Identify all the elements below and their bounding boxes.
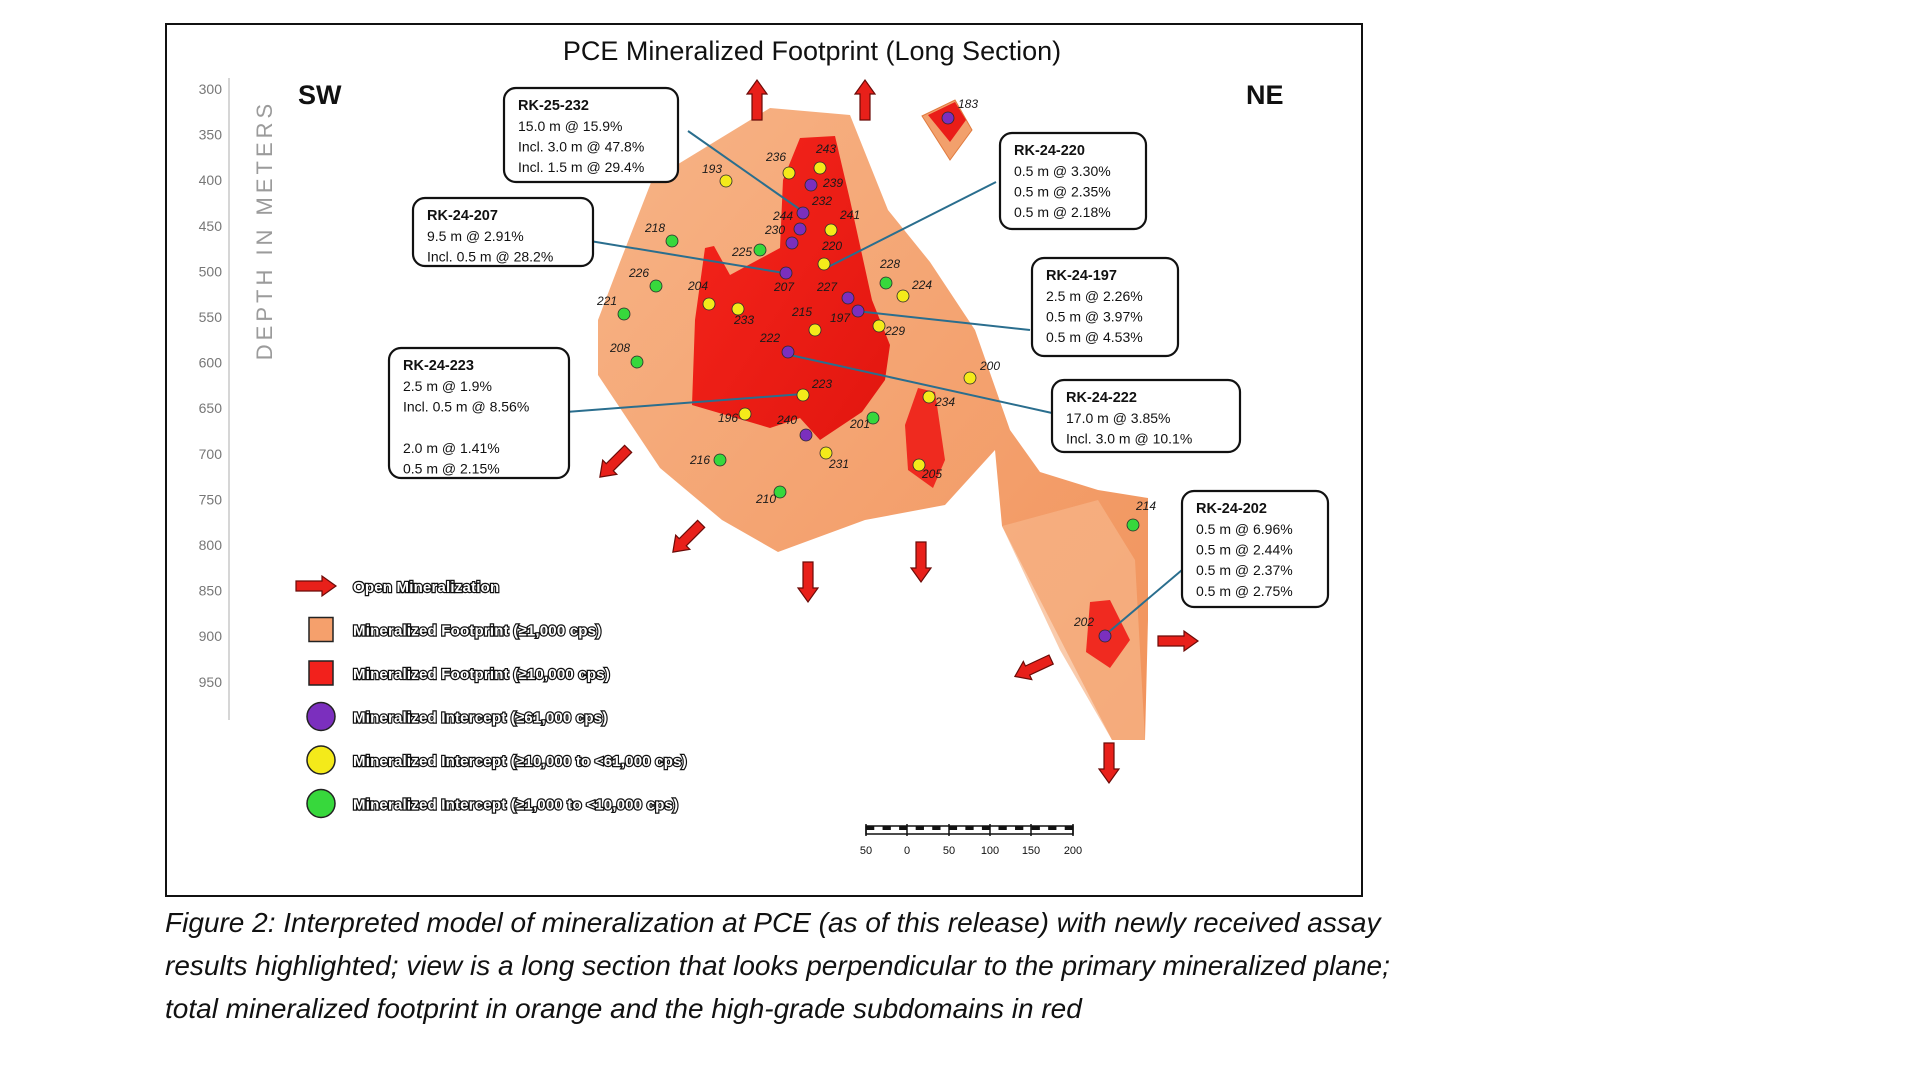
callout-line: 0.5 m @ 2.75% [1196, 582, 1293, 599]
drillhole-marker [852, 305, 864, 317]
drillhole-marker [780, 267, 792, 279]
drillhole-label: 232 [812, 194, 833, 208]
drillhole-label: 236 [766, 150, 787, 164]
callout-rk-24-220 [1000, 133, 1146, 229]
drillhole-label: 183 [958, 97, 979, 111]
drillhole-marker [942, 112, 954, 124]
direction-sw: SW [298, 80, 342, 110]
callout-line: 15.0 m @ 15.9% [518, 118, 623, 134]
scale-bar-segment [965, 826, 973, 830]
intercept-swatch-icon [307, 746, 335, 774]
callout-line: 17.0 m @ 3.85% [1066, 410, 1171, 426]
drillhole-label: 214 [1136, 499, 1157, 513]
depth-tick-label: 750 [198, 491, 222, 508]
depth-tick-label: 900 [198, 628, 222, 645]
callout-line: 0.5 m @ 4.53% [1046, 329, 1143, 346]
scale-bar-label: 50 [859, 845, 873, 857]
depth-tick-label: 650 [198, 400, 222, 417]
drillhole-label: 241 [840, 208, 861, 222]
drillhole-label: 208 [610, 341, 631, 355]
callout-title: RK-24-222 [1066, 390, 1137, 406]
drillhole-label: 215 [792, 305, 813, 319]
scale-bar-segment [1015, 826, 1023, 830]
drillhole-marker [873, 320, 885, 332]
drillhole-marker [880, 277, 892, 289]
drillhole-marker [650, 280, 662, 292]
drillhole-label: 210 [756, 492, 777, 506]
legend-label: Mineralized Footprint (≥1,000 cps) [353, 622, 602, 640]
scale-bar-segment [866, 826, 874, 830]
drillhole-marker [754, 244, 766, 256]
callout-rk-24-202 [1182, 491, 1328, 607]
depth-tick-label: 700 [198, 445, 222, 462]
drillhole-label: 224 [912, 278, 933, 292]
drillhole-label: 204 [688, 279, 709, 293]
drillhole-marker [786, 237, 798, 249]
scale-bar-segment [916, 826, 924, 830]
scale-bar-segment [932, 826, 940, 830]
drillhole-label: 222 [760, 331, 781, 345]
drillhole-marker [814, 162, 826, 174]
callout-line: 2.0 m @ 1.41% [403, 439, 500, 456]
drillhole-label: 228 [880, 257, 901, 271]
drillhole-marker [720, 175, 732, 187]
drillhole-marker [800, 429, 812, 441]
drillhole-marker [805, 179, 817, 191]
footprint-high-swatch-icon [309, 661, 333, 685]
scale-bar-segment [883, 826, 891, 830]
scale-bar-label: 0 [903, 845, 911, 857]
callout-line: 0.5 m @ 6.96% [1196, 521, 1293, 537]
drillhole-label: 207 [774, 280, 795, 294]
drillhole-marker [923, 391, 935, 403]
footprint-low-swatch-icon [309, 618, 333, 642]
callout-rk-24-222 [1052, 380, 1240, 452]
drillhole-label: 223 [812, 377, 833, 391]
scale-bar-segment [1032, 826, 1040, 830]
scale-bar-segment [1048, 826, 1056, 830]
drillhole-marker [783, 167, 795, 179]
callout-line: 0.5 m @ 3.30% [1014, 163, 1111, 179]
drillhole-marker [714, 454, 726, 466]
scale-bar-segment [998, 826, 1006, 830]
depth-tick-label: 600 [198, 354, 222, 371]
drillhole-marker [618, 308, 630, 320]
drillhole-marker [797, 207, 809, 219]
drillhole-label: 205 [922, 467, 943, 481]
depth-tick-label: 800 [198, 537, 222, 553]
scale-bar-segment [982, 826, 990, 830]
drillhole-label: 196 [718, 411, 739, 425]
drillhole-marker [842, 292, 854, 304]
scale-bar-label: 100 [980, 845, 1000, 857]
drillhole-label: 239 [823, 176, 844, 190]
callout-line: 0.5 m @ 3.97% [1046, 308, 1143, 325]
drillhole-marker [739, 408, 751, 420]
depth-tick-label: 950 [198, 673, 222, 690]
drillhole-216 [689, 453, 726, 467]
drillhole-label: 193 [702, 162, 723, 176]
drillhole-label: 218 [645, 221, 666, 235]
drillhole-marker [797, 389, 809, 401]
depth-tick-label: 300 [198, 81, 222, 97]
scale-bar-label: 150 [1021, 845, 1041, 857]
drillhole-marker [631, 356, 643, 368]
drillhole-label: 201 [850, 417, 871, 431]
drillhole-marker [818, 258, 830, 270]
callout-title: RK-24-220 [1014, 143, 1085, 159]
scale-bar-label: 200 [1063, 845, 1083, 857]
direction-ne: NE [1246, 80, 1284, 110]
callout-line: 2.5 m @ 1.9% [403, 378, 492, 394]
drillhole-label: 233 [734, 313, 755, 327]
callout-line: 2.5 m @ 2.26% [1046, 288, 1143, 304]
legend-label: Mineralized Intercept (≥61,000 cps) [353, 709, 608, 727]
drillhole-label: 200 [980, 359, 1001, 373]
drillhole-label: 244 [773, 209, 794, 223]
drillhole-label: 227 [817, 280, 838, 294]
drillhole-label: 240 [777, 413, 798, 427]
drillhole-label: 221 [597, 294, 618, 308]
drillhole-marker [825, 224, 837, 236]
legend-label: Mineralized Intercept (≥1,000 to <10,000 cps) [353, 796, 679, 814]
legend-label: Mineralized Footprint (≥10,000 cps) [353, 666, 610, 683]
drillhole-label: 234 [935, 395, 956, 409]
drillhole-marker [794, 223, 806, 235]
callout-line: Incl. 3.0 m @ 10.1% [1066, 430, 1193, 447]
scale-bar-segment [1065, 826, 1073, 830]
drillhole-label: 226 [629, 266, 650, 280]
scale-bar-label: 50 [942, 845, 956, 857]
drillhole-label: 225 [732, 245, 753, 259]
callout-line: 0.5 m @ 2.18% [1014, 204, 1111, 221]
figure-caption: Figure 2: Interpreted model of mineralization at PCE (as of this release) with newly received assay results highlighted; view is a long section that looks perpendicular to the primary mineralized plane; total mineralized footprint in orange and the high-grade subdomains in red [165, 907, 1390, 1024]
drillhole-marker [1127, 519, 1139, 531]
scale-bar-segment [899, 826, 907, 830]
drillhole-label: 220 [822, 239, 843, 253]
drillhole-label: 230 [765, 223, 786, 237]
drillhole-label: 202 [1074, 615, 1095, 629]
callout-line: 0.5 m @ 2.44% [1196, 541, 1293, 558]
callout-rk-25-232 [504, 88, 678, 182]
drillhole-label: 231 [829, 457, 850, 471]
drillhole-marker [809, 324, 821, 336]
callout-rk-24-207 [413, 198, 593, 266]
drillhole-label: 197 [830, 311, 851, 325]
depth-tick-label: 350 [198, 126, 222, 143]
drillhole-marker [666, 235, 678, 247]
legend-label: Open Mineralization [353, 579, 500, 596]
callout-title: RK-25-232 [518, 98, 589, 114]
depth-tick-label: 400 [198, 172, 222, 189]
callout-line: Incl. 3.0 m @ 47.8% [518, 138, 645, 155]
figure-title: PCE Mineralized Footprint (Long Section) [562, 36, 1062, 66]
drillhole-marker [703, 298, 715, 310]
callout-line: 0.5 m @ 2.35% [1014, 183, 1111, 200]
intercept-swatch-icon [307, 703, 335, 731]
legend-item [296, 576, 499, 596]
callout-line: Incl. 0.5 m @ 8.56% [403, 398, 530, 415]
callout-title: RK-24-223 [403, 358, 474, 374]
callout-line: Incl. 1.5 m @ 29.4% [518, 159, 645, 176]
callout-line: 9.5 m @ 2.91% [427, 228, 524, 244]
callout-title: RK-24-207 [427, 208, 498, 224]
legend-label: Mineralized Intercept (≥10,000 to <61,000 cps) [353, 753, 687, 770]
callout-title: RK-24-202 [1196, 501, 1267, 517]
callout-rk-24-197 [1032, 258, 1178, 356]
callout-rk-24-223 [389, 348, 569, 478]
callout-line: 0.5 m @ 2.37% [1196, 562, 1293, 579]
scale-bar-segment [949, 826, 957, 830]
drillhole-marker [897, 290, 909, 302]
drillhole-marker [1099, 630, 1111, 642]
depth-tick-label: 850 [198, 582, 222, 599]
drillhole-marker [782, 346, 794, 358]
drillhole-label: 216 [690, 453, 711, 467]
depth-tick-label: 450 [198, 217, 222, 234]
callout-line: 0.5 m @ 2.15% [403, 460, 500, 477]
drillhole-marker [964, 372, 976, 384]
depth-tick-label: 500 [198, 263, 222, 280]
depth-tick-label: 550 [198, 309, 222, 325]
callout-title: RK-24-197 [1046, 268, 1117, 284]
drillhole-label: 243 [816, 142, 837, 156]
intercept-swatch-icon [307, 790, 335, 818]
depth-axis-label: DEPTH IN METERS [252, 99, 277, 361]
callout-line: Incl. 0.5 m @ 28.2% [427, 248, 554, 265]
drillhole-label: 229 [885, 324, 906, 338]
